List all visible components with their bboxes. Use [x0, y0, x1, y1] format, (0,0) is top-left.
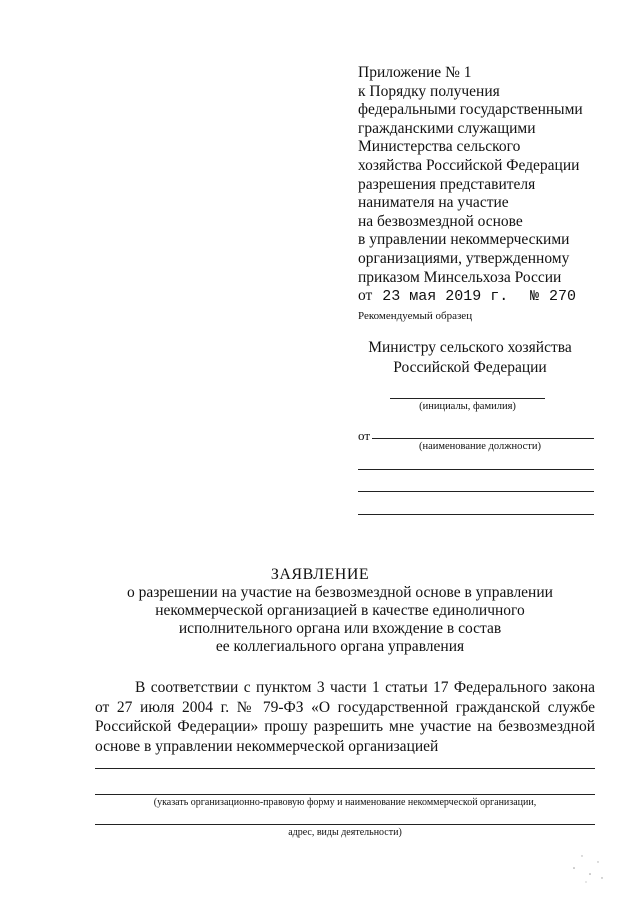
addressee-block — [340, 338, 600, 378]
appendix-line: к Порядку получения — [358, 82, 500, 100]
appendix-line: разрешения представителя — [358, 175, 536, 193]
order-number: 270 — [549, 288, 577, 306]
subtitle-line: ее коллегиального органа управления — [215, 638, 465, 655]
position-line — [372, 438, 594, 439]
initials-caption: (инициалы, фамилия) — [419, 401, 516, 412]
statement-title: ЗАЯВЛЕНИЕ — [270, 566, 370, 583]
sample-label: Рекомендуемый образец — [358, 310, 473, 322]
blank-line — [358, 514, 594, 515]
appendix-line: Приложение № 1 — [358, 64, 472, 81]
initials-line — [390, 398, 545, 399]
appendix-line: нанимателя на участие — [358, 194, 509, 212]
appendix-line: в управлении некоммерческими — [358, 231, 570, 249]
appendix-line: Министерства сельского — [358, 138, 521, 156]
appendix-line: приказом Минсельхоза России — [358, 268, 562, 286]
appendix-line: хозяйства Российской Федерации — [358, 156, 580, 174]
subtitle-line: некоммерческой организацией в качестве единоличного — [155, 602, 525, 619]
subtitle-line: исполнительного органа или вхождение в состав — [178, 620, 502, 637]
order-date: 23 мая 2019 г. — [382, 288, 509, 306]
order-date-line — [358, 287, 628, 307]
address-caption: адрес, виды деятельности) — [288, 827, 402, 838]
statement-subtitle — [90, 584, 590, 656]
address-line — [95, 824, 595, 825]
subtitle-line: о разрешении на участие на безвозмездной основе в управлении — [127, 584, 553, 601]
org-caption: (указать организационно-правовую форму и наименование некоммерческой организации, — [153, 797, 537, 808]
addressee-line-2: Российской Федерации — [393, 359, 547, 376]
scan-speckle — [568, 848, 608, 888]
appendix-line: организациями, утвержденному — [358, 249, 570, 267]
appendix-line: гражданскими служащими — [358, 119, 536, 137]
blank-line — [358, 491, 594, 492]
addressee-line-1: Министру сельского хозяйства — [368, 339, 572, 356]
from-label: от — [358, 428, 371, 443]
appendix-line: на безвозмездной основе — [358, 212, 523, 230]
blank-line — [358, 469, 594, 470]
statement-body: В соответствии с пунктом 3 части 1 статьи 17 Федерального закона от 27 июля 2004 г. № 79-ФЗ «О государственной гражданской службе Российской Федерации» прошу разрешить мне участие на безвозмездной основе в управлении некоммерческой организацией — [95, 679, 595, 755]
appendix-block — [358, 64, 628, 307]
position-caption: (наименование должности) — [418, 441, 542, 452]
org-line — [95, 794, 595, 795]
date-prefix: от — [358, 287, 373, 305]
number-prefix: № — [530, 288, 540, 306]
org-line — [95, 768, 595, 769]
appendix-line: федеральными государственными — [358, 101, 583, 119]
